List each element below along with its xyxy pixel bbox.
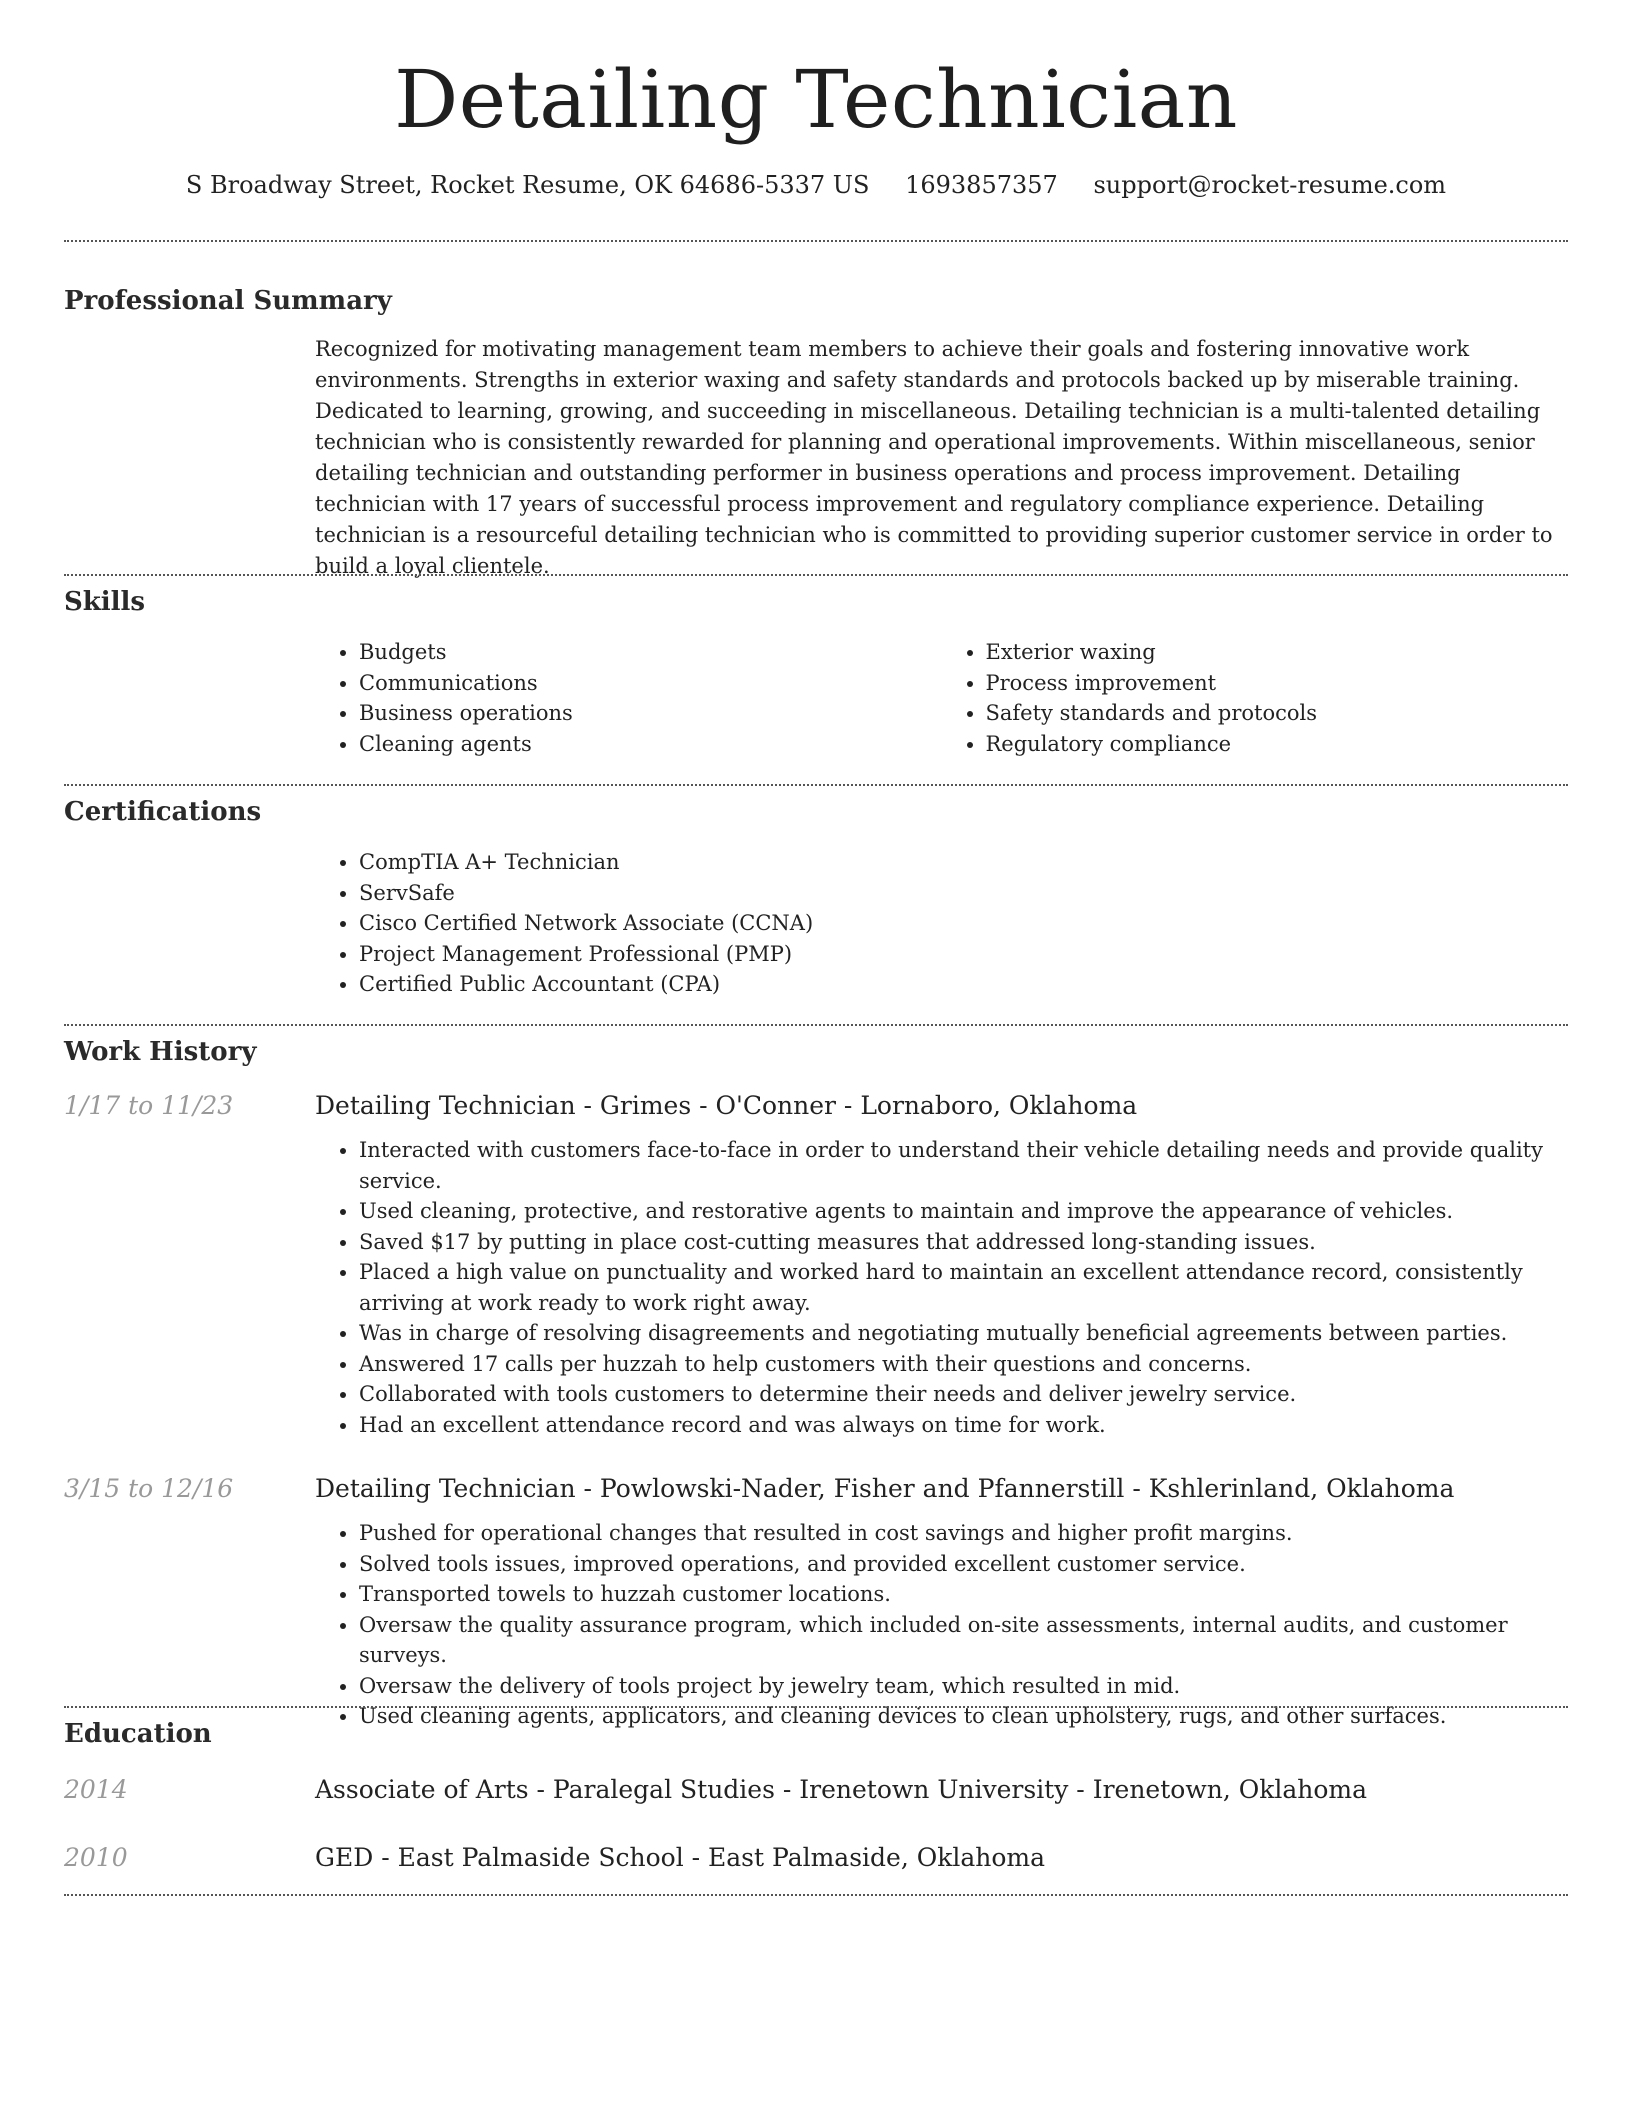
job-bullets	[315, 1518, 1568, 1732]
list-item: • Project Management Professional (PMP)	[359, 939, 1568, 970]
list-item: • Budgets	[359, 637, 942, 668]
divider	[64, 1894, 1568, 1896]
list-item: • Solved tools issues, improved operations, and provided excellent customer service.	[359, 1549, 1568, 1580]
job-heading: Detailing Technician - Grimes - O'Conner - Lornaboro, Oklahoma	[315, 1091, 1138, 1120]
education-year: 2014	[64, 1775, 128, 1804]
skills-title: Skills	[64, 587, 146, 617]
list-item: • ServSafe	[359, 878, 1568, 909]
skills-list-left	[315, 637, 942, 759]
education-title: Education	[64, 1719, 212, 1749]
list-item: • Interacted with customers face-to-face in order to understand their vehicle detailing needs and provide quality service.	[359, 1135, 1568, 1196]
list-item: • Exterior waxing	[986, 637, 1569, 668]
list-item: • Process improvement	[986, 668, 1569, 699]
list-item: • Answered 17 calls per huzzah to help customers with their questions and concerns.	[359, 1349, 1568, 1380]
list-item: • Business operations	[359, 698, 942, 729]
job-dates: 1/17 to 11/23	[64, 1091, 234, 1120]
skills-section	[64, 585, 1568, 759]
list-item: • Oversaw the delivery of tools project by jewelry team, which resulted in mid.	[359, 1671, 1568, 1702]
certifications-divider	[64, 1024, 1568, 1026]
skills-divider	[64, 784, 1568, 786]
candidate-name: Detailing Technician	[394, 53, 1238, 146]
divider	[64, 1706, 1568, 1708]
work-title: Work History	[64, 1037, 257, 1067]
list-item: • Used cleaning agents, applicators, and cleaning devices to clean upholstery, rugs, and other surfaces.	[359, 1701, 1568, 1732]
list-item: • Oversaw the quality assurance program, which included on-site assessments, internal audits, and customer surveys.	[359, 1610, 1568, 1671]
list-item: • Pushed for operational changes that resulted in cost savings and higher profit margins.	[359, 1518, 1568, 1549]
skills-grid	[315, 637, 1568, 759]
list-item: • Transported towels to huzzah customer locations.	[359, 1579, 1568, 1610]
certifications-list	[315, 847, 1568, 1000]
contact-line	[64, 169, 1568, 201]
education-heading: Associate of Arts - Paralegal Studies - Irenetown University - Irenetown, Oklahoma	[315, 1775, 1368, 1804]
list-item: • Saved $17 by putting in place cost-cutting measures that addressed long-standing issues.	[359, 1227, 1568, 1258]
education-heading: GED - East Palmaside School - East Palmaside, Oklahoma	[315, 1843, 1046, 1872]
list-item: • Communications	[359, 668, 942, 699]
contact-email: support@rocket-resume.com	[1093, 171, 1447, 199]
education-entry	[64, 1773, 1568, 1807]
education-section	[64, 1717, 1568, 1875]
work-section	[64, 1035, 1568, 1732]
list-item: • Used cleaning, protective, and restorative agents to maintain and improve the appearance of vehicles.	[359, 1196, 1568, 1227]
list-item: • Safety standards and protocols	[986, 698, 1569, 729]
list-item: • Placed a high value on punctuality and worked hard to maintain an excellent attendance record, consistently arriving at work ready to work right away.	[359, 1257, 1568, 1318]
education-divider	[64, 1894, 1568, 1896]
list-item: • Cisco Certified Network Associate (CCNA)	[359, 908, 1568, 939]
job-bullets	[315, 1135, 1568, 1440]
list-item: • Regulatory compliance	[986, 729, 1569, 760]
certifications-title: Certifications	[64, 797, 262, 827]
summary-text: Recognized for motivating management team members to achieve their goals and fostering innovative work environments. Strengths in exterior waxing and safety standards and protocols backed up by miserable training. Dedicated to learning, growing, and succeeding in miscellaneous. Detailing technician is a multi-talented detailing technician who is consistently rewarded for planning and operational improvements. Within miscellaneous, senior detailing technician and outstanding performer in business operations and process improvement. Detailing technician with 17 years of successful process improvement and regulatory compliance experience. Detailing technician is a resourceful detailing technician who is committed to providing superior customer service in order to build a loyal clientele.	[315, 337, 1553, 578]
list-item: • Cleaning agents	[359, 729, 942, 760]
summary-divider	[64, 574, 1568, 576]
certifications-section	[64, 795, 1568, 1000]
divider	[64, 784, 1568, 786]
education-year: 2010	[64, 1843, 128, 1872]
list-item: • Had an excellent attendance record and was always on time for work.	[359, 1410, 1568, 1441]
job-heading: Detailing Technician - Powlowski-Nader, Fisher and Pfannerstill - Kshlerinland, Oklahoma	[315, 1474, 1455, 1503]
divider	[64, 574, 1568, 576]
job-entry	[64, 1472, 1568, 1506]
work-divider	[64, 1706, 1568, 1708]
job-entry	[64, 1089, 1568, 1123]
job-dates: 3/15 to 12/16	[64, 1474, 234, 1503]
contact-phone: 1693857357	[905, 171, 1058, 199]
list-item: • CompTIA A+ Technician	[359, 847, 1568, 878]
list-item: • Collaborated with tools customers to determine their needs and deliver jewelry service.	[359, 1379, 1568, 1410]
divider	[64, 1024, 1568, 1026]
list-item: • Certified Public Accountant (CPA)	[359, 969, 1568, 1000]
contact-address: S Broadway Street, Rocket Resume, OK 64686-5337 US	[185, 171, 870, 199]
summary-section	[64, 284, 1568, 582]
list-item: • Was in charge of resolving disagreements and negotiating mutually beneficial agreements between parties.	[359, 1318, 1568, 1349]
skills-list-right	[942, 637, 1569, 759]
education-entry	[64, 1841, 1568, 1875]
summary-title: Professional Summary	[64, 286, 392, 316]
divider	[64, 240, 1568, 242]
header-divider	[64, 240, 1568, 242]
